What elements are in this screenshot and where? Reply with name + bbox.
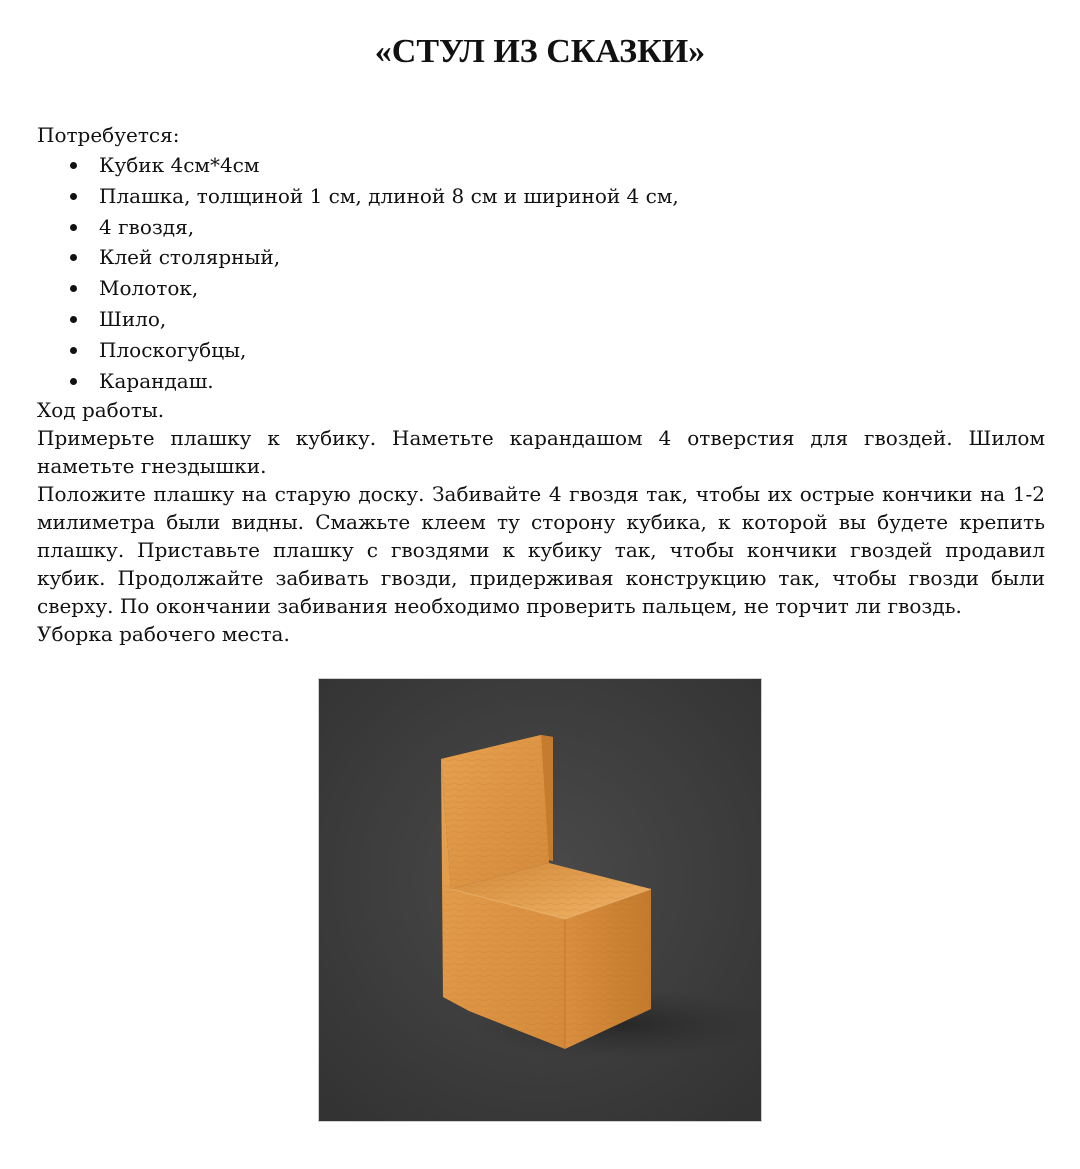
bullet-icon (70, 162, 77, 169)
list-item-text: Плоскогубцы, (99, 337, 247, 362)
bullet-icon (70, 347, 77, 354)
bullet-icon (70, 316, 77, 323)
list-item (37, 212, 1045, 243)
list-item (37, 150, 1045, 181)
list-item (37, 366, 1045, 397)
list-item-text: Карандаш. (99, 368, 214, 393)
bullet-icon (70, 193, 77, 200)
cleanup-text: Уборка рабочего места. (37, 622, 290, 647)
chair-photo (318, 678, 762, 1122)
list-item-text: Молоток, (99, 276, 199, 301)
list-item-text: Плашка, толщиной 1 см, длиной 8 см и шириной 4 см, (99, 183, 679, 208)
list-item (37, 273, 1045, 304)
document-body (37, 121, 1045, 648)
bullet-icon (70, 285, 77, 292)
list-item (37, 335, 1045, 366)
bullet-icon (70, 254, 77, 261)
list-item-text: Кубик 4см*4см (99, 153, 260, 177)
list-item-text: Шило, (99, 306, 167, 331)
work-heading: Ход работы. (37, 398, 165, 423)
materials-list (37, 150, 1045, 396)
list-item (37, 181, 1045, 212)
step-paragraph: Примерьте плашку к кубику. Наметьте карандашом 4 отверстия для гвоздей. Шилом наметьте гнездышки. (37, 426, 1045, 479)
wooden-chair-image (319, 679, 761, 1121)
requirements-heading: Потребуется: (37, 123, 180, 147)
bullet-icon (70, 224, 77, 231)
list-item-text: 4 гвоздя, (99, 214, 195, 239)
document-title: «СТУЛ ИЗ СКАЗКИ» (374, 33, 706, 70)
backrest-grain (441, 735, 549, 889)
bullet-icon (70, 378, 77, 385)
list-item (37, 242, 1045, 273)
step-paragraph: Положите плашку на старую доску. Забивайте 4 гвоздя так, чтобы их острые кончики на 1-2 милиметра были видны. Смажьте клеем ту сторону кубика, к которой вы будете крепить плашку. Приставьте плашку с гвоздями к кубику так, чтобы кончики гвоздей продавил кубик. Продолжайте забивать гвозди, придерживая конструкцию так, чтобы гвозди были сверху. По окончании забивания необходимо проверить пальцем, не торчит ли гвоздь. (37, 482, 1045, 619)
list-item-text: Клей столярный, (99, 245, 281, 270)
list-item (37, 304, 1045, 335)
